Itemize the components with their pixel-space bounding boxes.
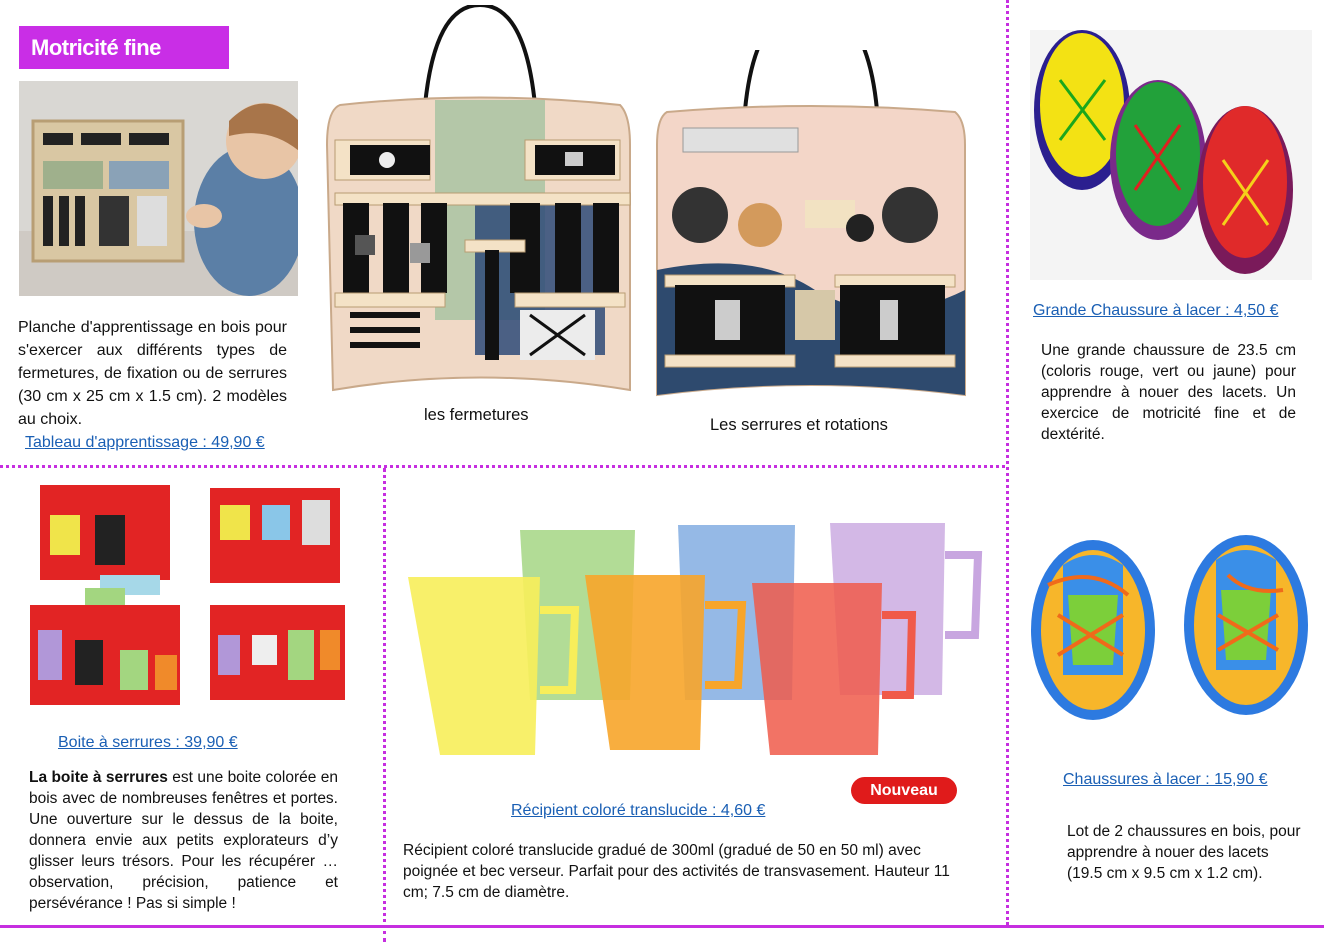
divider-horizontal-left: [0, 465, 1005, 468]
divider-vertical-middle: [383, 468, 386, 942]
grande-chaussure-image: [1030, 30, 1312, 280]
boite-description-rest: est une boite colorée en bois avec de nombreuses fenêtres et portes. Une ouverture sur le dessus de la boite, donnera envie aux petits explorateurs d’y glisser leurs trésors. Pour les récupérer … observation, précision, patience et persévérance ! Pas si simple !: [29, 769, 338, 912]
board-serrures-image: [655, 50, 967, 406]
tableau-description: Planche d'apprentissage en bois pour s'exercer aux différents types de fermetures, de fixation ou de serrures (30 cm x 25 cm x 1.5 cm). 2 modèles au choix.: [18, 319, 287, 428]
grande-chaussure-price-link[interactable]: Grande Chaussure à lacer : 4,50 €: [1033, 302, 1279, 319]
caption-serrures: Les serrures et rotations: [710, 416, 888, 434]
boite-description-bold: La boite à serrures: [29, 769, 168, 786]
caption-fermetures: les fermetures: [424, 406, 529, 424]
chaussures-description: Lot de 2 chaussures en bois, pour apprendre à nouer des lacets (19.5 cm x 9.5 cm x 1.2 cm).: [1067, 823, 1301, 882]
tableau-price-link[interactable]: Tableau d'apprentissage : 49,90 €: [25, 434, 265, 451]
chaussures-image: [1028, 535, 1318, 720]
boite-serrures-image: [30, 480, 350, 715]
grande-chaussure-description: Une grande chaussure de 23.5 cm (coloris rouge, vert ou jaune) pour apprendre à nouer des lacets. Un exercice de motricité fine et de dextérité.: [1041, 342, 1296, 443]
section-title: Motricité fine: [19, 26, 229, 69]
bottom-border: [0, 925, 1324, 928]
new-badge: Nouveau: [851, 777, 957, 804]
recipient-description: Récipient coloré translucide gradué de 300ml (gradué de 50 en 50 ml) avec poignée et bec verseur. Parfait pour des activités de transvasement. Hauteur 11 cm; 7.5 cm de diamètre.: [403, 842, 950, 901]
board-fermetures-image: [325, 5, 635, 403]
photo-child-busy-board: [19, 81, 298, 296]
boite-price-link[interactable]: Boite à serrures : 39,90 €: [58, 734, 238, 751]
chaussures-price-link[interactable]: Chaussures à lacer : 15,90 €: [1063, 771, 1268, 788]
recipient-image: [400, 515, 985, 765]
boite-description: [29, 767, 338, 914]
divider-vertical-right: [1006, 0, 1009, 925]
recipient-price-link[interactable]: Récipient coloré translucide : 4,60 €: [511, 802, 766, 819]
